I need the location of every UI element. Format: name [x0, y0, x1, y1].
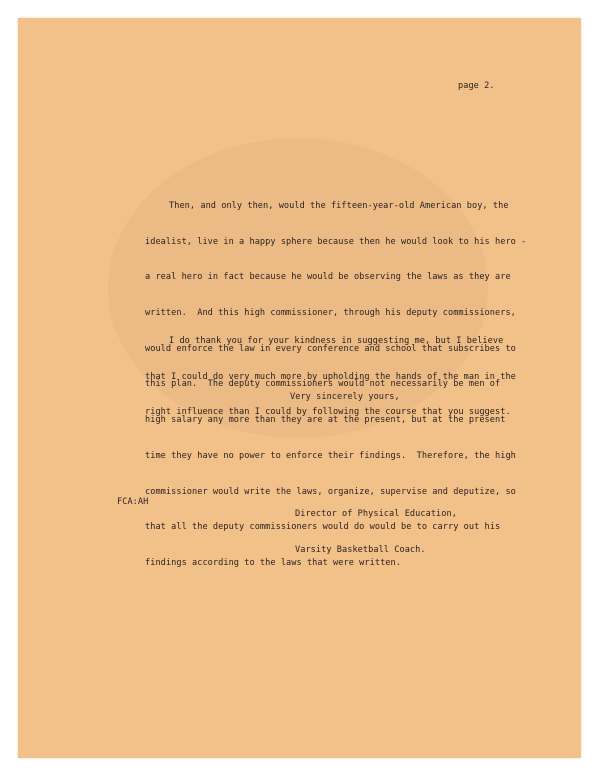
- typist-initials: FCA:AH: [117, 497, 149, 507]
- paragraph-line: commissioner would write the laws, organize, supervise and deputize, so: [145, 486, 516, 497]
- paragraph-line: this plan. The deputy commissioners would not necessarily be men of: [145, 379, 501, 390]
- signature-block: [295, 485, 457, 580]
- body-paragraph-2: [145, 312, 516, 443]
- signature-title-line: Director of Physical Education,: [295, 508, 457, 519]
- paragraph-line: that I could do very much more by upholding the hands of the man in the: [145, 371, 516, 382]
- paragraph-line: high salary any more than they are at the present, but at the present: [145, 415, 506, 426]
- paragraph-line: right influence than I could by following the course that you suggest.: [145, 407, 511, 418]
- paragraph-line: a real hero in fact because he would be observing the laws as they are: [145, 272, 511, 283]
- letter-page: [18, 18, 581, 758]
- closing: Very sincerely yours,: [290, 392, 400, 402]
- paragraph-line: I do thank you for your kindness in suggesting me, but I believe: [169, 335, 504, 346]
- paragraph-line: Then, and only then, would the fifteen-year-old American boy, the: [169, 200, 509, 211]
- paragraph-line: idealist, live in a happy sphere because then he would look to his hero -: [145, 236, 527, 247]
- paragraph-line: written. And this high commissioner, through his deputy commissioners,: [145, 307, 516, 318]
- page-number: page 2.: [458, 81, 495, 91]
- signature-title-line: Varsity Basketball Coach.: [295, 544, 426, 555]
- paragraph-line: time they have no power to enforce their findings. Therefore, the high: [145, 450, 516, 461]
- paragraph-line: findings according to the laws that were written.: [145, 558, 401, 568]
- paragraph-line: would enforce the law in every conference and school that subscribes to: [145, 343, 516, 354]
- paragraph-line: that all the deputy commissioners would do would be to carry out his: [145, 522, 501, 533]
